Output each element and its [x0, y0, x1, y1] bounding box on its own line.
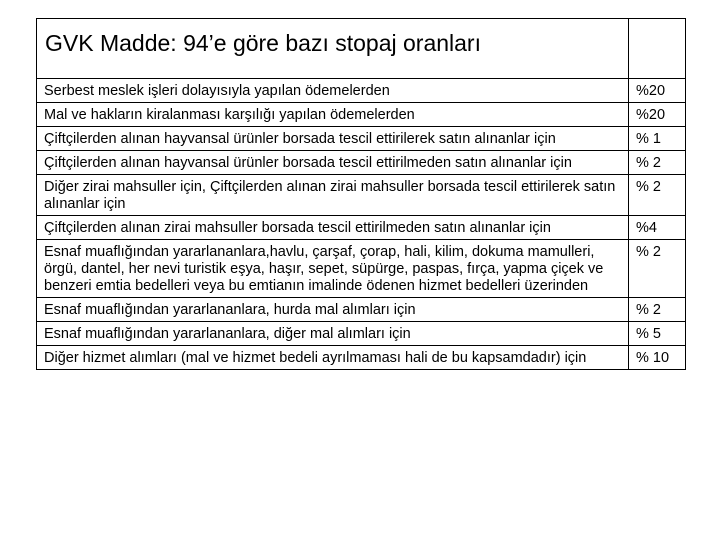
row-description: Çiftçilerden alınan hayvansal ürünler borsada tescil ettirilerek satın alınanlar için: [37, 127, 629, 151]
row-description: Serbest meslek işleri dolayısıyla yapılan ödemelerden: [37, 79, 629, 103]
row-description: Esnaf muaflığından yararlananlara,havlu, çarşaf, çorap, hali, kilim, dokuma mamulleri, örgü, dantel, her nevi turistik eşya, haşır, sepet, süpürge, paspas, fırça, yapma çiçek ve benzeri emtia bedelleri veya bu emtianın imalinde ödenen hizmet bedelleri üzerinden: [37, 240, 629, 298]
row-rate: % 2: [629, 298, 686, 322]
row-description: Esnaf muaflığından yararlananlara, hurda mal alımları için: [37, 298, 629, 322]
row-description: Mal ve hakların kiralanması karşılığı yapılan ödemelerden: [37, 103, 629, 127]
table-row: [37, 151, 686, 175]
header-rate-cell: [629, 19, 686, 79]
table-title: GVK Madde: 94’e göre bazı stopaj oranları: [37, 19, 629, 79]
row-rate: % 2: [629, 240, 686, 298]
table-row: [37, 175, 686, 216]
row-rate: %20: [629, 79, 686, 103]
row-description: Diğer hizmet alımları (mal ve hizmet bedeli ayrılmaması hali de bu kapsamdadır) için: [37, 346, 629, 370]
table-row: [37, 79, 686, 103]
table-row: [37, 322, 686, 346]
table-row: [37, 240, 686, 298]
row-rate: % 10: [629, 346, 686, 370]
row-description: Çiftçilerden alınan zirai mahsuller borsada tescil ettirilmeden satın alınanlar için: [37, 216, 629, 240]
row-rate: %4: [629, 216, 686, 240]
table-header-row: [37, 19, 686, 79]
row-rate: % 2: [629, 151, 686, 175]
table-row: [37, 103, 686, 127]
row-rate: % 2: [629, 175, 686, 216]
row-description: Diğer zirai mahsuller için, Çiftçilerden alınan zirai mahsuller borsada tescil ettirilerek satın alınanlar için: [37, 175, 629, 216]
row-description: Esnaf muaflığından yararlananlara, diğer mal alımları için: [37, 322, 629, 346]
withholding-rates-table: [36, 18, 686, 370]
table-row: [37, 127, 686, 151]
row-description: Çiftçilerden alınan hayvansal ürünler borsada tescil ettirilmeden satın alınanlar için: [37, 151, 629, 175]
table-row: [37, 346, 686, 370]
row-rate: % 1: [629, 127, 686, 151]
table-row: [37, 298, 686, 322]
row-rate: %20: [629, 103, 686, 127]
table-row: [37, 216, 686, 240]
row-rate: % 5: [629, 322, 686, 346]
